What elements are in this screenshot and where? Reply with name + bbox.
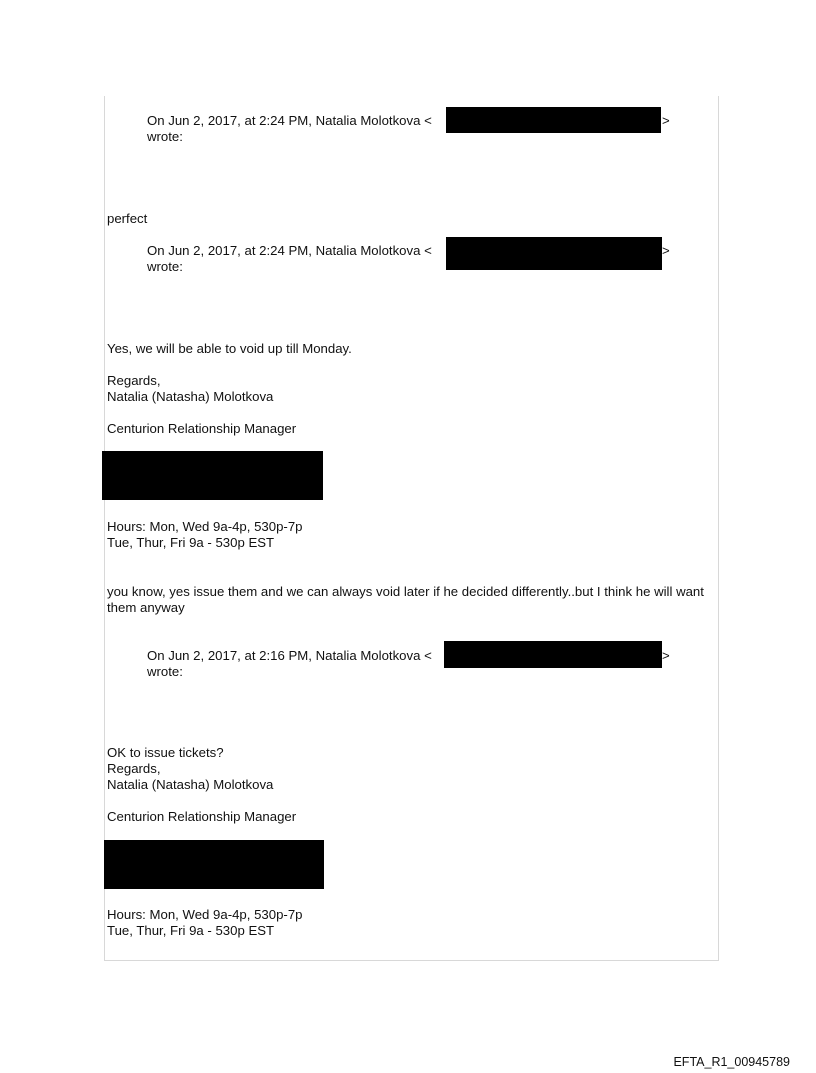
signature-name: Natalia (Natasha) Molotkova xyxy=(107,389,274,404)
quote-wrote-1: wrote: xyxy=(147,129,183,144)
quote-header-2: On Jun 2, 2017, at 2:24 PM, Natalia Molotkova < xyxy=(147,243,432,258)
redaction-box xyxy=(446,107,661,133)
signature-regards: Regards, xyxy=(107,761,161,776)
signature-name: Natalia (Natasha) Molotkova xyxy=(107,777,274,792)
quote-wrote-2: wrote: xyxy=(147,259,183,274)
signature-regards: Regards, xyxy=(107,373,161,388)
quote-header-1: On Jun 2, 2017, at 2:24 PM, Natalia Molotkova < xyxy=(147,113,432,128)
message-issue: you know, yes issue them and we can always void later if he decided differently..but I think he will want them anyway xyxy=(107,584,704,615)
quote-wrote-3: wrote: xyxy=(147,664,183,679)
quote-header-1-close: > xyxy=(662,113,670,128)
quote-header-3-close: > xyxy=(662,648,670,663)
redaction-box xyxy=(446,237,662,270)
signature-title: Centurion Relationship Manager xyxy=(107,809,297,824)
document-id-footer: EFTA_R1_00945789 xyxy=(673,1055,790,1069)
message-perfect: perfect xyxy=(107,211,148,226)
signature-hours-2: Tue, Thur, Fri 9a - 530p EST xyxy=(107,535,275,550)
redaction-box xyxy=(102,451,323,500)
message-ok: OK to issue tickets? xyxy=(107,745,224,760)
signature-title: Centurion Relationship Manager xyxy=(107,421,297,436)
signature-hours-1: Hours: Mon, Wed 9a-4p, 530p-7p xyxy=(107,907,303,922)
signature-hours-1: Hours: Mon, Wed 9a-4p, 530p-7p xyxy=(107,519,303,534)
quote-header-2-close: > xyxy=(662,243,670,258)
quote-header-3: On Jun 2, 2017, at 2:16 PM, Natalia Molotkova < xyxy=(147,648,432,663)
redaction-box xyxy=(104,840,324,889)
redaction-box xyxy=(444,641,662,668)
message-void: Yes, we will be able to void up till Monday. xyxy=(107,341,352,356)
signature-hours-2: Tue, Thur, Fri 9a - 530p EST xyxy=(107,923,275,938)
